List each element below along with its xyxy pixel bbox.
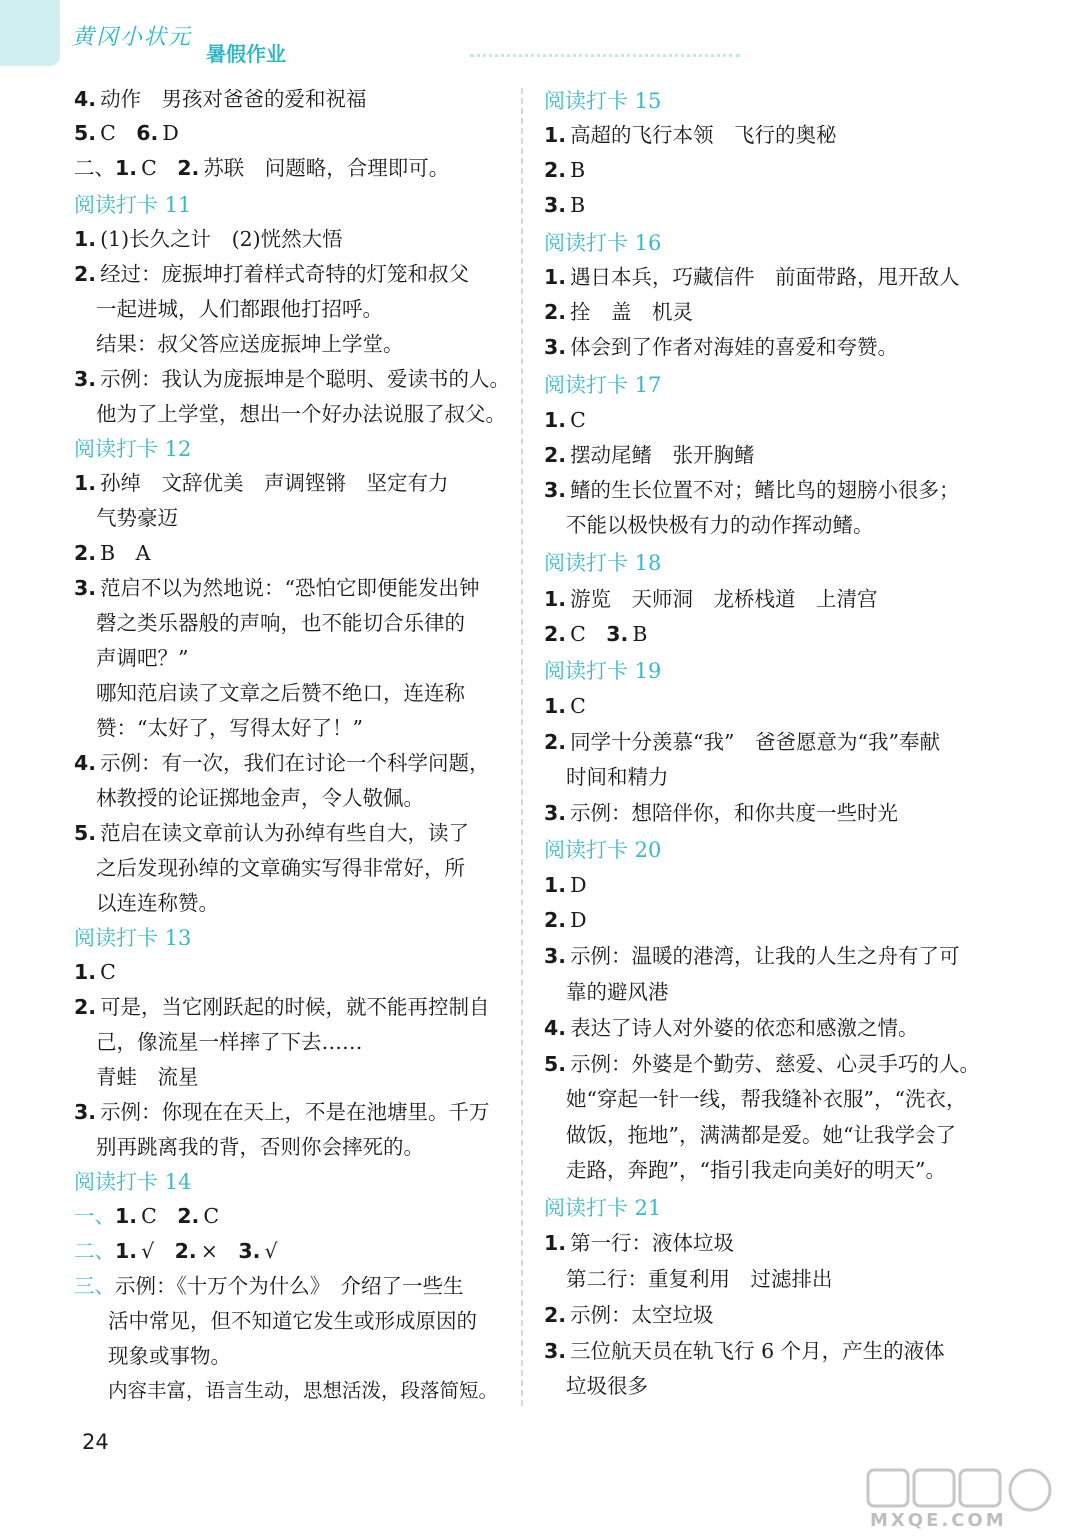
section-heading-16: 阅读打卡 16 <box>544 231 662 255</box>
answer-line: 青蛙 流星 <box>96 1065 199 1089</box>
answer-line: 1. C <box>544 694 586 718</box>
answer-line: 2. 摆动尾鳍 张开胸鳍 <box>544 443 755 467</box>
answer-line: 做饭，拖地”，满满都是爱。她“让我学会了 <box>566 1123 956 1147</box>
answer-line: 三、示例：《十万个为什么》 介绍了一些生 <box>74 1274 464 1298</box>
answer-line: 1. 游览 天师洞 龙桥栈道 上清宫 <box>544 587 878 611</box>
answer-line: 2. C 3. B <box>544 622 648 646</box>
answer-line: 2. 可是，当它刚跃起的时候，就不能再控制自 <box>74 995 490 1019</box>
answer-line: 1. D <box>544 873 587 897</box>
answer-line: 靠的避风港 <box>566 980 669 1004</box>
answer-line: 1. 孙绰 文辞优美 声调铿锵 坚定有力 <box>74 471 449 495</box>
answer-line: 时间和精力 <box>566 765 669 789</box>
answer-line: 2. B <box>544 158 586 182</box>
section-heading-11: 阅读打卡 11 <box>74 193 192 217</box>
answer-line: 以连连称赞。 <box>96 891 219 915</box>
section-heading-14: 阅读打卡 14 <box>74 1170 192 1194</box>
answer-line: 3. 示例：我认为庞振坤是个聪明、爱读书的人。 <box>74 367 511 391</box>
answer-line: 结果：叔父答应送庞振坤上学堂。 <box>96 332 404 356</box>
answer-line: 1. 高超的飞行本领 飞行的奥秘 <box>544 123 837 147</box>
answer-line: 2. 同学十分羡慕“我” 爸爸愿意为“我”奉献 <box>544 730 940 754</box>
answer-line: 3. 三位航天员在轨飞行 6 个月，产生的液体 <box>544 1339 945 1363</box>
answer-line: 3. 示例：你现在在天上，不是在池塘里。千万 <box>74 1100 490 1124</box>
answer-line: 一起进城，人们都跟他打招呼。 <box>96 297 383 321</box>
answer-line: 赞：“太好了，写得太好了！” <box>96 716 363 740</box>
answer-line: 气势豪迈 <box>96 506 178 530</box>
header-dotted-rule <box>470 54 740 61</box>
answer-line: 不能以极快极有力的动作挥动鳍。 <box>566 513 874 537</box>
answer-line: 之后发现孙绰的文章确实写得非常好，所 <box>96 856 465 880</box>
answer-line: 2. B A <box>74 541 151 565</box>
answer-line: 二、1. √ 2. × 3. √ <box>74 1239 278 1263</box>
answer-line: 一、1. C 2. C <box>74 1204 219 1228</box>
answer-line: 5. C 6. D <box>74 121 179 145</box>
answer-line: 声调吧？” <box>96 646 189 670</box>
section-heading-19: 阅读打卡 19 <box>544 659 662 683</box>
answer-line: 3. B <box>544 193 586 217</box>
answer-line: 内容丰富，语言生动，思想活泼，段落简短。 <box>108 1379 499 1402</box>
answer-line: 2. 拴 盖 机灵 <box>544 300 694 324</box>
answer-line: 现象或事物。 <box>108 1344 231 1368</box>
answer-line: 2. D <box>544 908 587 932</box>
answer-line: 4. 动作 男孩对爸爸的爱和祝福 <box>74 87 367 111</box>
answer-line: 4. 表达了诗人对外婆的依恋和感激之情。 <box>544 1016 919 1040</box>
answer-line: 2. 经过：庞振坤打着样式奇特的灯笼和叔父 <box>74 262 470 286</box>
answer-line: 1. C <box>544 408 586 432</box>
answer-line: 林教授的论证掷地金声，令人敬佩。 <box>96 786 424 810</box>
answer-line: 4. 示例：有一次，我们在讨论一个科学问题， <box>74 751 490 775</box>
answer-line: 活中常见，但不知道它发生或形成原因的 <box>108 1309 477 1333</box>
header-corner-tab <box>0 0 60 66</box>
answer-line: 3. 示例：温暖的港湾，让我的人生之舟有了可 <box>544 944 960 968</box>
answer-line: 5. 范启在读文章前认为孙绰有些自大，读了 <box>74 821 470 845</box>
answer-line: 他为了上学堂，想出一个好办法说服了叔父。 <box>96 402 506 426</box>
answer-line: 第二行：重复利用 过滤排出 <box>566 1267 833 1291</box>
section-heading-13: 阅读打卡 13 <box>74 926 192 950</box>
answer-line: 3. 范启不以为然地说：“恐怕它即便能发出钟 <box>74 576 480 600</box>
answer-line: 哪知范启读了文章之后赞不绝口，连连称 <box>96 681 465 705</box>
answer-line: 磬之类乐器般的声响，也不能切合乐律的 <box>96 611 465 635</box>
answer-line: 别再跳离我的背，否则你会摔死的。 <box>96 1135 424 1159</box>
series-logo: 黄冈小状元 <box>72 25 193 50</box>
section-heading-18: 阅读打卡 18 <box>544 551 662 575</box>
answer-line: 她“穿起一针一线，帮我缝补衣服”，“洗衣， <box>566 1087 967 1111</box>
answer-line: 垃圾很多 <box>566 1374 648 1398</box>
section-heading-17: 阅读打卡 17 <box>544 373 662 397</box>
answer-line: 3. 鳍的生长位置不对；鳍比鸟的翅膀小很多； <box>544 478 960 502</box>
answer-line: 1. (1)长久之计 (2)恍然大悟 <box>74 227 343 251</box>
watermark-logo <box>866 1468 1062 1530</box>
answer-line: 二、1. C 2. 苏联 问题略，合理即可。 <box>74 156 450 180</box>
answer-line: 3. 示例：想陪伴你，和你共度一些时光 <box>544 801 899 825</box>
page-header <box>0 0 1071 72</box>
answer-line: 1. 遇日本兵，巧藏信件 前面带路，甩开敌人 <box>544 265 960 289</box>
section-heading-12: 阅读打卡 12 <box>74 437 192 461</box>
answer-line: 走路，奔跑”，“指引我走向美好的明天”。 <box>566 1158 946 1182</box>
section-heading-21: 阅读打卡 21 <box>544 1196 662 1220</box>
answer-line: 2. 示例：太空垃圾 <box>544 1303 714 1327</box>
book-subtitle: 暑假作业 <box>206 42 286 66</box>
answer-line: 5. 示例：外婆是个勤劳、慈爱、心灵手巧的人。 <box>544 1052 981 1076</box>
answer-line: 3. 体会到了作者对海娃的喜爱和夸赞。 <box>544 335 899 359</box>
page-number: 24 <box>82 1430 109 1454</box>
section-heading-15: 阅读打卡 15 <box>544 89 662 113</box>
answer-line: 己，像流星一样摔了下去…… <box>96 1030 363 1054</box>
column-divider <box>521 88 523 1406</box>
section-heading-20: 阅读打卡 20 <box>544 838 662 862</box>
answer-line: 1. C <box>74 960 116 984</box>
svg-text:MXQE.COM: MXQE.COM <box>870 1510 1007 1530</box>
answer-line: 1. 第一行：液体垃圾 <box>544 1231 735 1255</box>
